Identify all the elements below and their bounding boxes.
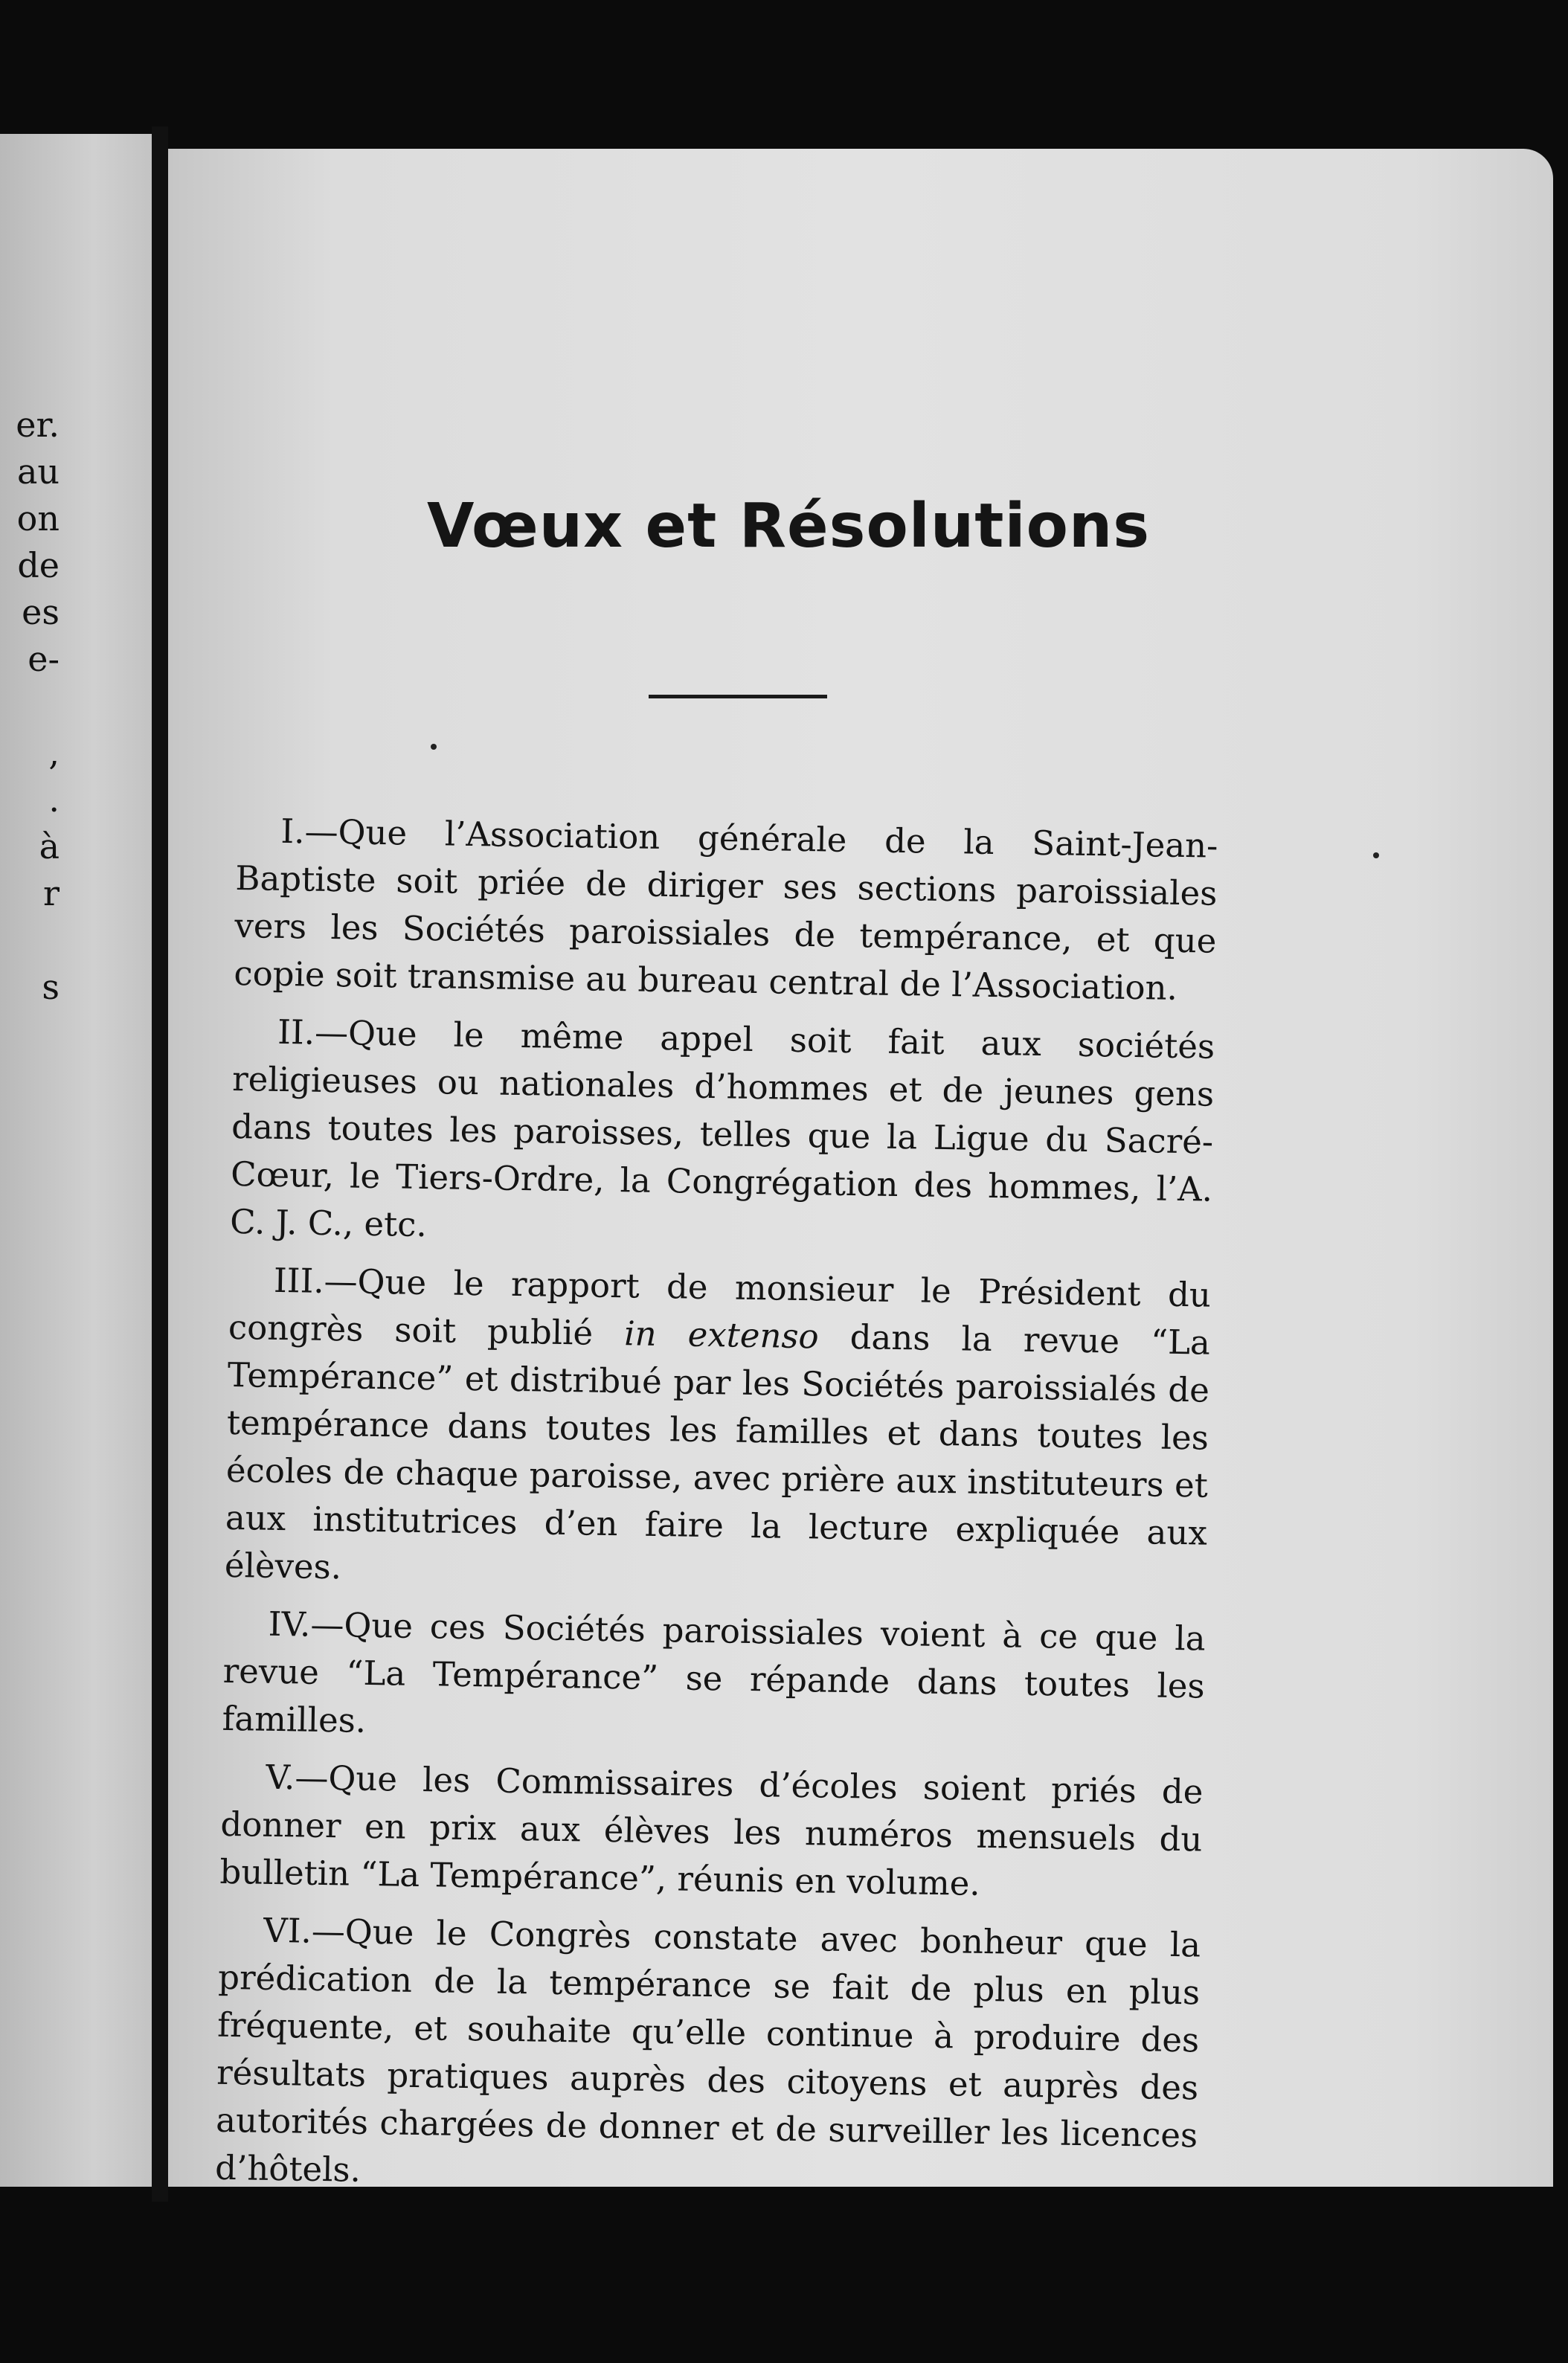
facing-page-fragment [0, 683, 60, 730]
resolution-3: III.—Que le rapport de monsieur le Président du congrès soit publié in extenso dans la revue “La Tempérance” et distribué par les Sociétés paroissialés de tempérance dans toutes les familles et dans toutes les écoles de chaque paroisse, avec prière aux instituteurs et aux institutrices d’en faire la lecture expliquée aux élèves. [224, 1260, 1212, 1587]
facing-page-fragment: on [16, 498, 60, 538]
facing-page-fragment: es [22, 592, 60, 632]
facing-page-fragment: r [43, 873, 60, 913]
facing-page-fragment: . [48, 779, 60, 820]
facing-page-text [0, 402, 60, 1011]
page-title: Vœux et Résolutions [427, 491, 1151, 562]
resolution-4: IV.—Que ces Sociétés paroissiales voient à ce que la revue “La Tempérance” se répande dans toutes les familles. [222, 1604, 1206, 1740]
ink-speck [431, 744, 437, 750]
facing-page-fragment: er. [16, 405, 60, 445]
facing-page-fragment: de [17, 545, 60, 585]
facing-page-fragment: à [39, 826, 60, 867]
facing-page-fragment: s [42, 967, 60, 1007]
resolution-2: II.—Que le même appel soit fait aux sociétés religieuses ou nationales d’hommes et de jeunes gens dans toutes les paroisses, telles que la Ligue du Sacré-Cœur, le Tiers-Ordre, la Congrégation des hommes, l’A. C. J. C., etc. [229, 1012, 1215, 1245]
ink-speck [1373, 852, 1379, 858]
resolution-1: I.—Que l’Association générale de la Saint-Jean-Baptiste soit priée de diriger ses sections paroissiales vers les Sociétés paroissiales de tempérance, et que copie soit transmise au bureau central de l’Association. [234, 811, 1218, 1008]
resolution-5: V.—Que les Commissaires d’écoles soient priés de donner en prix aux élèves les numéros mensuels du bulletin “La Tempérance”, réunis en volume. [219, 1757, 1204, 1903]
book-gutter [152, 126, 168, 2202]
resolutions-text [215, 807, 1218, 2218]
resolution-6: VI.—Que le Congrès constate avec bonheur que la prédication de la tempérance se fait de plus en plus fréquente, et souhaite qu’elle continue à produire des résultats pratiques auprès des citoyens et auprès des autorités chargées de donner et de surveiller les licences d’hôtels. [214, 1910, 1201, 2190]
facing-page-fragment: , [48, 733, 60, 773]
facing-page-fragment: e- [28, 639, 60, 679]
title-rule [649, 695, 827, 698]
facing-page-fragment [0, 917, 60, 964]
facing-page-fragment: au [16, 451, 60, 492]
